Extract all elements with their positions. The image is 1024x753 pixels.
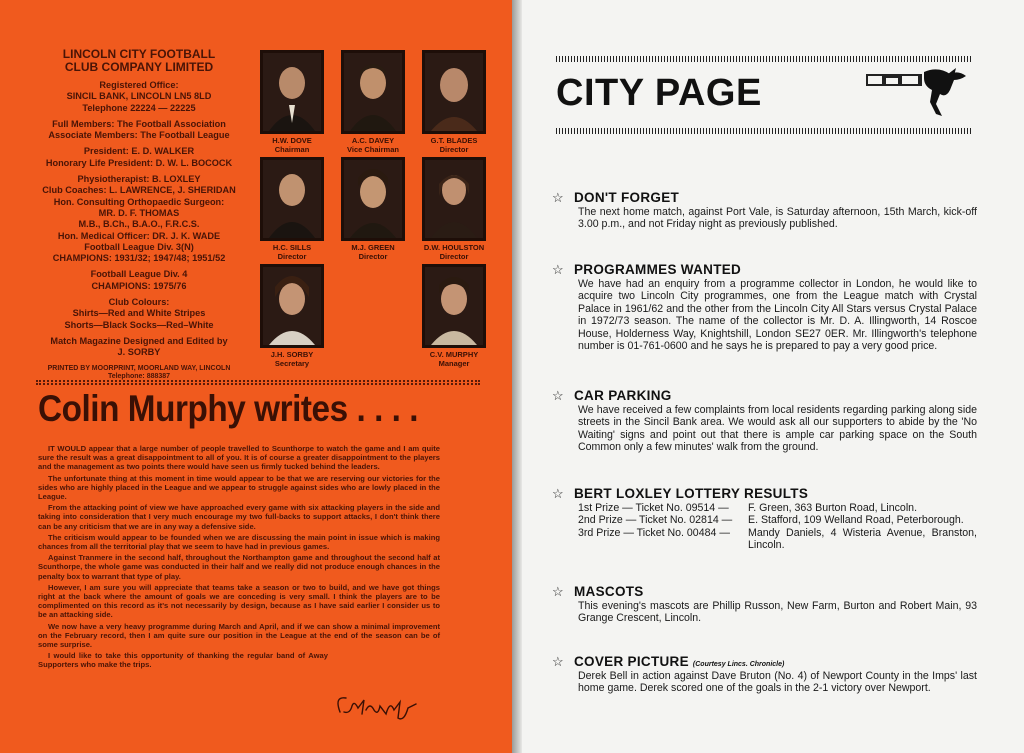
page-title: CITY PAGE [556, 72, 762, 114]
article-paragraph: Against Tranmere in the second half, throughout the Northampton game and throughout the second half at Scunthorpe, the whole game was conducted in their half and we really did not produce enough chances in the penalty box to warrant that type of play. [38, 553, 440, 581]
div4-champions: CHAMPIONS: 1975/76 [91, 280, 187, 291]
portrait-blades: G.T. BLADES Director [422, 50, 486, 154]
section-cover-picture [552, 654, 977, 695]
section-lottery-results [552, 486, 977, 552]
section-text: We have had an enquiry from a programme collector in London, he would like to acquire two Lincoln City programmes, one from the League match with Crystal Palace in 1961/62 and the other from the Lincoln City All Stars versus Crystal Palace in 1972/73 season. The name of the collector is Mr. D. A. Illingworth, 14 Roscoe House, Holderness Way, Knightshill, London SE27 0ER. Mr. Illingworth's telephone number is 01-761-0600 and he says he is prepared to pay a very good price. [578, 278, 977, 353]
portrait-murphy: C.V. MURPHY Manager [422, 264, 486, 368]
section-text: This evening's mascots are Phillip Russon, New Farm, Burton and Robert Main, 93 Grange Crescent, Lincoln. [578, 600, 977, 625]
surgeon-quals: M.B., B.Ch., B.A.O., F.R.C.S. [78, 219, 200, 230]
colours-shorts-socks: Shorts—Black Socks—Red–White [64, 319, 214, 330]
div3-title: Football League Div. 3(N) [84, 241, 194, 252]
prize-row: 3rd Prize — Ticket No. 00484 — Mandy Daniels, 4 Wisteria Avenue, Branston, Lincoln. [578, 526, 977, 552]
surgeon-name: MR. D. F. THOMAS [98, 207, 180, 218]
prize-row: 1st Prize — Ticket No. 09514 — F. Green, 363 Burton Road, Lincoln. [578, 502, 918, 514]
printer-credit: PRINTED BY MOORPRINT, MOORLAND WAY, LINCOLN Telephone: 888387 [47, 364, 231, 381]
club-name: LINCOLN CITY FOOTBALL CLUB COMPANY LIMITED [62, 47, 216, 74]
portrait-sorby: J.H. SORBY Secretary [260, 264, 324, 368]
section-heading: MASCOTS [574, 584, 644, 599]
div3-champions: CHAMPIONS: 1931/32; 1947/48; 1951/52 [52, 253, 226, 264]
section-mascots [552, 584, 977, 625]
section-heading: PROGRAMMES WANTED [574, 262, 742, 277]
photo-credit: (Courtesy Lincs. Chronicle) [692, 661, 785, 668]
article-paragraph: From the attacking point of view we have approached every game with six attacking players in the side and taking into consideration that I very much encourage my two full-backs to support attacks, I don't think there can be any criticism that we are in any way a defensive side. [38, 503, 440, 531]
club-info-block [30, 48, 248, 382]
prize-list [578, 502, 977, 552]
club-coaches: Club Coaches: L. LAWRENCE, J. SHERIDAN [42, 185, 236, 196]
section-heading: COVER PICTURE (Courtesy Lincs. Chronicle) [574, 654, 785, 669]
prize-row: 2nd Prize — Ticket No. 02814 — E. Stafford, 109 Welland Road, Peterborough. [578, 514, 964, 527]
photo-placeholder [341, 50, 405, 134]
photo-placeholder [422, 264, 486, 348]
photo-placeholder [260, 50, 324, 134]
section-dont-forget [552, 190, 977, 231]
portrait-davey: A.C. DAVEY Vice Chairman [341, 50, 405, 154]
honorary-life-president: Honorary Life President: D. W. L. BOCOCK [45, 157, 233, 168]
article-paragraph: I would like to take this opportunity of thanking the regular band of Away Supporters who make the trips. [38, 651, 328, 670]
section-text: The next home match, against Port Vale, is Saturday afternoon, 15th March, kick-off 3.00 p.m., and not Friday night as previously published. [578, 206, 977, 231]
section-heading: CAR PARKING [574, 388, 672, 403]
registered-office-label: Registered Office: [99, 80, 179, 90]
portrait-sills: H.C. SILLS Director [260, 157, 324, 261]
article-paragraph: The criticism would appear to be founded when we are discussing the main point in issue which is making chances from all the territorial play that we seem to have had in previous games. [38, 532, 440, 552]
portrait-green: M.J. GREEN Director [341, 157, 405, 261]
photo-placeholder [341, 157, 405, 241]
medical-officer: Hon. Medical Officer: DR. J. K. WADE [57, 230, 221, 241]
article-paragraph: We now have a very heavy programme during March and April, and if we can show a minimal improvement on the February record, then I am quite sure our position in the League at the end of the season can be of some surprise. [38, 621, 440, 650]
star-icon: ☆ [552, 654, 564, 669]
portrait-houlston: D.W. HOULSTON Director [422, 157, 486, 261]
colours-title: Club Colours: [108, 297, 170, 308]
photo-placeholder [422, 157, 486, 241]
physiotherapist: Physiotherapist: B. LOXLEY [77, 174, 201, 185]
portrait-dove: H.W. DOVE Chairman [260, 50, 324, 154]
associate-members: Associate Members: The Football League [48, 130, 230, 141]
photo-placeholder [260, 157, 324, 241]
colours-shirts: Shirts—Red and White Stripes [72, 308, 206, 319]
right-page [512, 0, 1024, 753]
div4-title: Football League Div. 4 [90, 269, 188, 280]
editor-name: J. SORBY [117, 347, 161, 358]
president: President: E. D. WALKER [83, 146, 195, 157]
star-icon: ☆ [552, 190, 564, 205]
star-icon: ☆ [552, 388, 564, 403]
star-icon: ☆ [552, 262, 564, 277]
club-telephone: Telephone 22224 — 22225 [82, 102, 196, 113]
club-address: SINCIL BANK, LINCOLN LN5 8LD [66, 91, 212, 102]
magazine-credit: Match Magazine Designed and Edited by [50, 335, 228, 346]
section-text: Derek Bell in action against Dave Bruton (No. 4) of Newport County in the Imps' last home game. Derek scored one of the goals in the 2-1 victory over Newport. [578, 670, 977, 695]
signature-icon [330, 688, 430, 724]
star-icon: ☆ [552, 584, 564, 599]
page-gutter [512, 0, 522, 753]
article-headline: Colin Murphy writes . . . . [38, 388, 419, 429]
article-body [38, 444, 440, 672]
full-members: Full Members: The Football Association [52, 118, 226, 129]
section-programmes-wanted [552, 262, 977, 352]
imp-mascot-icon [862, 64, 972, 122]
hatch-rule-top [556, 56, 972, 62]
section-heading: DON'T FORGET [574, 190, 680, 205]
photo-placeholder [422, 50, 486, 134]
section-car-parking [552, 388, 977, 454]
section-heading: BERT LOXLEY LOTTERY RESULTS [574, 486, 809, 501]
dotted-divider [36, 380, 480, 385]
photo-placeholder [260, 264, 324, 348]
section-text: We have received a few complaints from local residents regarding parking along side streets in the Sincil Bank area. We would ask all our supporters to abide by the 'No Waiting' signs and point out that there is ample car parking space on the South Common only a few minutes' walk from the ground. [578, 404, 977, 454]
article-paragraph: However, I am sure you will appreciate that teams take a season or two to build, and we have got things right at the back where the amount of goals we are conceding is very small. I think the players are to be complimented on this record as it's not necessarily by design, because as I have said earlier I consider us to be an attacking side. [38, 582, 440, 620]
star-icon: ☆ [552, 486, 564, 501]
article-paragraph: The unfortunate thing at this moment in time would appear to be that we are reserving our victories for the sides who are highly placed in the League and we appear to struggle against sides who are lowly placed in the League. [38, 473, 440, 502]
surgeon-title: Hon. Consulting Orthopaedic Surgeon: [53, 196, 225, 207]
hatch-rule-bottom [556, 128, 972, 134]
article-paragraph: IT WOULD appear that a large number of people travelled to Scunthorpe to watch the game and I am quite sure the result was a great disappointment to all of you. It is of course a greater disappointment to the players and the management as two points there would have seen us firmly tucked behind the leaders. [38, 444, 440, 472]
